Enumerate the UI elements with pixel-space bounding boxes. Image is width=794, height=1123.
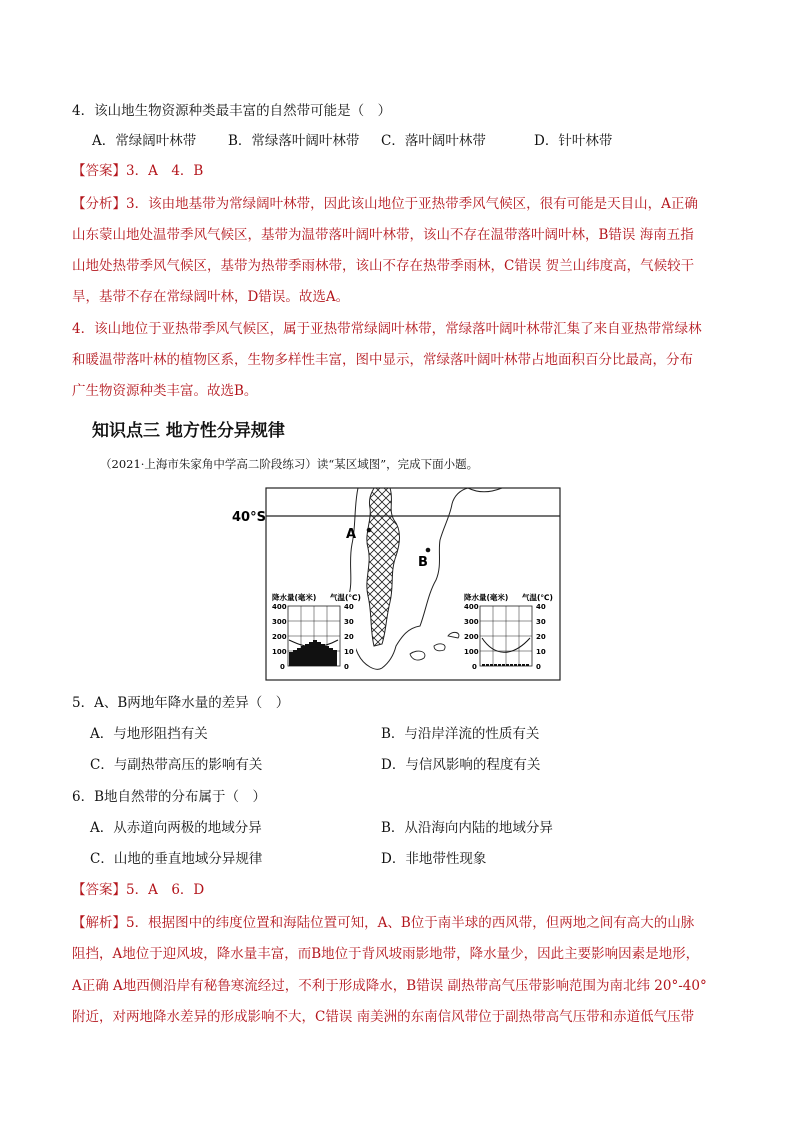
region-map — [230, 486, 562, 682]
svg-text:10: 10 — [344, 648, 354, 656]
analysis-line-5: 4．该山地位于亚热带季风气候区，属于亚热带常绿阔叶林带，常绿落叶阔叶林带汇集了来自亚热带常绿林 — [72, 321, 702, 337]
analysis-tag: 【分析】 — [72, 196, 126, 212]
svg-text:0: 0 — [344, 663, 349, 671]
svg-text:40: 40 — [536, 603, 546, 611]
svg-text:100: 100 — [464, 648, 479, 656]
explanation-text: 5．根据图中的纬度位置和海陆位置可知，A、B位于南半球的西风带，但两地之间有高大的山脉 — [126, 915, 695, 931]
answer-tag: 【答案】 — [72, 163, 126, 179]
point-a-label: A — [346, 527, 357, 542]
svg-text:0: 0 — [536, 663, 541, 671]
analysis-line-6: 和暖温带落叶林的植物区系，生物多样性丰富，图中显示，常绿落叶阔叶林带占地面积百分比最高，分布 — [72, 352, 693, 368]
svg-text:200: 200 — [272, 633, 287, 641]
q4-option-d: D．针叶林带 — [534, 133, 613, 149]
point-b-marker — [426, 548, 431, 553]
svg-text:20: 20 — [536, 633, 546, 641]
question-5-stem: 5．A、B两地年降水量的差异（ ） — [72, 695, 290, 711]
svg-text:20: 20 — [344, 633, 354, 641]
svg-text:100: 100 — [272, 648, 287, 656]
chart-a-temp-label: 气温(℃) — [330, 593, 361, 602]
point-b-label: B — [418, 555, 428, 570]
chart-a-precip-label: 降水量(毫米) — [272, 593, 317, 602]
svg-text:0: 0 — [472, 663, 477, 671]
explanation-line-3: A正确 A地西侧沿岸有秘鲁寒流经过，不利于形成降水，B错误 副热带高气压带影响范围为南北纬 20°-40° — [72, 978, 707, 994]
chart-b-temp-label: 气温(℃) — [522, 593, 553, 602]
chart-b-precip-label: 降水量(毫米) — [464, 593, 509, 602]
q6-option-d: D．非地带性现象 — [381, 851, 487, 867]
svg-text:0: 0 — [280, 663, 285, 671]
question-4-stem: 4．该山地生物资源种类最丰富的自然带可能是（ ） — [72, 103, 392, 119]
q5-option-c: C．与副热带高压的影响有关 — [90, 757, 263, 773]
q6-option-c: C．山地的垂直地域分异规律 — [90, 851, 263, 867]
question-source: （2021·上海市朱家角中学高二阶段练习）读“某区域图”，完成下面小题。 — [100, 457, 479, 471]
question-6-stem: 6．B地自然带的分布属于（ ） — [72, 789, 267, 805]
analysis-line-7: 广生物资源种类丰富。故选B。 — [72, 383, 258, 399]
svg-text:200: 200 — [464, 633, 479, 641]
q5-option-b: B．与沿岸洋流的性质有关 — [381, 726, 540, 742]
analysis-line-4: 旱，基带不存在常绿阔叶林，D错误。故选A。 — [72, 289, 350, 305]
explanation-line-1 — [72, 913, 694, 933]
q5-option-a: A．与地形阻挡有关 — [90, 726, 208, 742]
svg-text:40: 40 — [344, 603, 354, 611]
analysis-line-2: 山东蒙山地处温带季风气候区，基带为温带落叶阔叶林带，该山不存在温带落叶阔叶林，B错误 海南五指 — [72, 227, 694, 243]
analysis-line-3: 山地处热带季风气候区，基带为热带季雨林带，该山不存在热带季雨林，C错误 贺兰山纬度高，气候较干 — [72, 258, 695, 274]
explanation-tag: 【解析】 — [72, 915, 126, 931]
svg-text:30: 30 — [344, 618, 354, 626]
q5-option-d: D．与信风影响的程度有关 — [381, 757, 541, 773]
explanation-line-2: 阻挡，A地位于迎风坡，降水量丰富，而B地位于背风坡雨影地带，降水量少，因此主要影响因素是地形， — [72, 946, 700, 962]
answer-block-1 — [72, 161, 203, 181]
section-heading: 知识点三 地方性分异规律 — [92, 421, 285, 441]
svg-text:300: 300 — [464, 618, 479, 626]
q4-option-b: B．常绿落叶阔叶林带 — [228, 133, 360, 149]
q4-option-a: A．常绿阔叶林带 — [92, 133, 197, 149]
svg-text:400: 400 — [464, 603, 479, 611]
svg-text:300: 300 — [272, 618, 287, 626]
svg-text:30: 30 — [536, 618, 546, 626]
svg-text:400: 400 — [272, 603, 287, 611]
answer-block-2 — [72, 880, 204, 900]
analysis-line-1 — [72, 194, 698, 214]
svg-text:10: 10 — [536, 648, 546, 656]
answer-tag: 【答案】 — [72, 882, 126, 898]
q6-option-a: A．从赤道向两极的地域分异 — [90, 820, 262, 836]
analysis-text: 3．该由地基带为常绿阔叶林带，因此该山地位于亚热带季风气候区，很有可能是天目山，A正确 — [126, 196, 698, 212]
answer-text: 5．A 6．D — [126, 882, 205, 898]
q4-option-c: C．落叶阔叶林带 — [381, 133, 486, 149]
answer-text: 3．A 4．B — [126, 163, 204, 179]
q6-option-b: B．从沿海向内陆的地域分异 — [381, 820, 553, 836]
explanation-line-4: 附近，对两地降水差异的形成影响不大，C错误 南美洲的东南信风带位于副热带高气压带和赤道低气压带 — [72, 1009, 695, 1025]
latitude-label: 40°S — [232, 510, 266, 525]
climate-chart-a — [270, 592, 361, 678]
point-a-marker — [367, 528, 372, 533]
